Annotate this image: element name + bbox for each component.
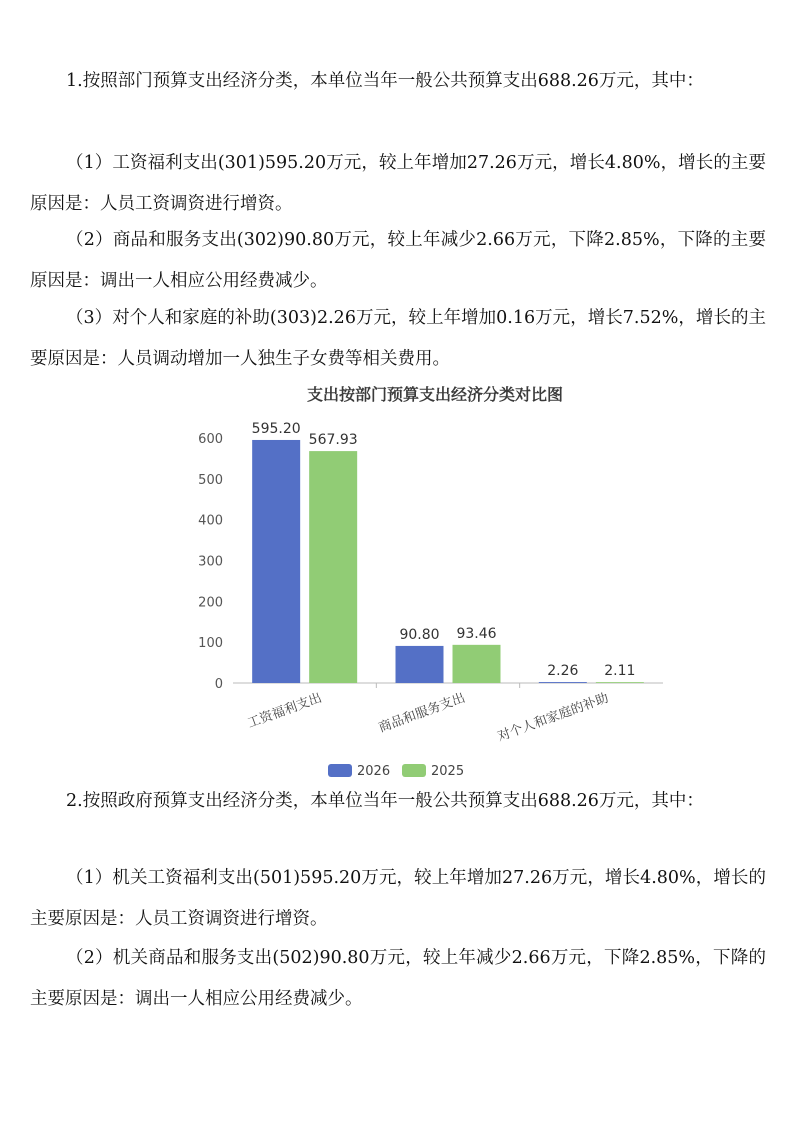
paragraph-intro-government: 2.按照政府预算支出经济分类，本单位当年一般公共预算支出688.26万元，其中： bbox=[66, 791, 704, 811]
bar-value-label: 90.80 bbox=[399, 626, 440, 643]
y-tick-label: 0 bbox=[214, 677, 223, 692]
bar-2026 bbox=[252, 440, 300, 683]
y-tick-label: 200 bbox=[198, 595, 223, 611]
y-tick-label: 400 bbox=[198, 513, 223, 529]
x-category-label: 对个人和家庭的补助 bbox=[495, 690, 611, 745]
bar-2026 bbox=[539, 682, 587, 683]
x-category-label: 工资福利支出 bbox=[245, 690, 325, 732]
bar-2025 bbox=[309, 451, 357, 683]
y-tick-label: 100 bbox=[198, 636, 223, 652]
y-tick-label: 300 bbox=[198, 554, 223, 570]
expenditure-comparison-chart bbox=[185, 372, 685, 787]
legend-swatch bbox=[328, 764, 352, 777]
bar-value-label: 567.93 bbox=[308, 432, 358, 449]
paragraph-wages-301: （1）工资福利支出(301)595.20万元，较上年增加27.26万元，增长4.80%，增长的主要原因是：人员工资调资进行增资。 bbox=[30, 153, 766, 214]
bar-2025 bbox=[453, 645, 501, 683]
legend-label: 2026 bbox=[357, 764, 391, 779]
y-tick-label: 600 bbox=[198, 432, 223, 447]
legend-swatch bbox=[402, 764, 426, 777]
bar-2025 bbox=[596, 682, 644, 683]
paragraph-family-subsidy-303: （3）对个人和家庭的补助(303)2.26万元，较上年增加0.16万元，增长7.52%，增长的主要原因是：人员调动增加一人独生子女费等相关费用。 bbox=[30, 308, 766, 369]
chart-title: 支出按部门预算支出经济分类对比图 bbox=[306, 385, 563, 404]
bar-value-label: 2.26 bbox=[547, 663, 579, 680]
bar-2026 bbox=[396, 646, 444, 683]
paragraph-intro-department: 1.按照部门预算支出经济分类，本单位当年一般公共预算支出688.26万元，其中： bbox=[66, 71, 704, 91]
bar-value-label: 2.11 bbox=[604, 663, 636, 680]
x-category-label: 商品和服务支出 bbox=[376, 690, 468, 736]
y-tick-label: 500 bbox=[198, 472, 223, 488]
bar-chart-svg bbox=[185, 372, 685, 787]
bar-value-label: 595.20 bbox=[251, 420, 301, 437]
paragraph-goods-services-302: （2）商品和服务支出(302)90.80万元，较上年减少2.66万元，下降2.85%，下降的主要原因是：调出一人相应公用经费减少。 bbox=[30, 230, 766, 291]
legend-label: 2025 bbox=[431, 764, 465, 779]
bar-value-label: 93.46 bbox=[456, 625, 497, 642]
paragraph-goods-services-502: （2）机关商品和服务支出(502)90.80万元，较上年减少2.66万元，下降2.85%，下降的主要原因是：调出一人相应公用经费减少。 bbox=[30, 948, 766, 1009]
paragraph-wages-501: （1）机关工资福利支出(501)595.20万元，较上年增加27.26万元，增长4.80%，增长的主要原因是：人员工资调资进行增资。 bbox=[30, 868, 766, 929]
